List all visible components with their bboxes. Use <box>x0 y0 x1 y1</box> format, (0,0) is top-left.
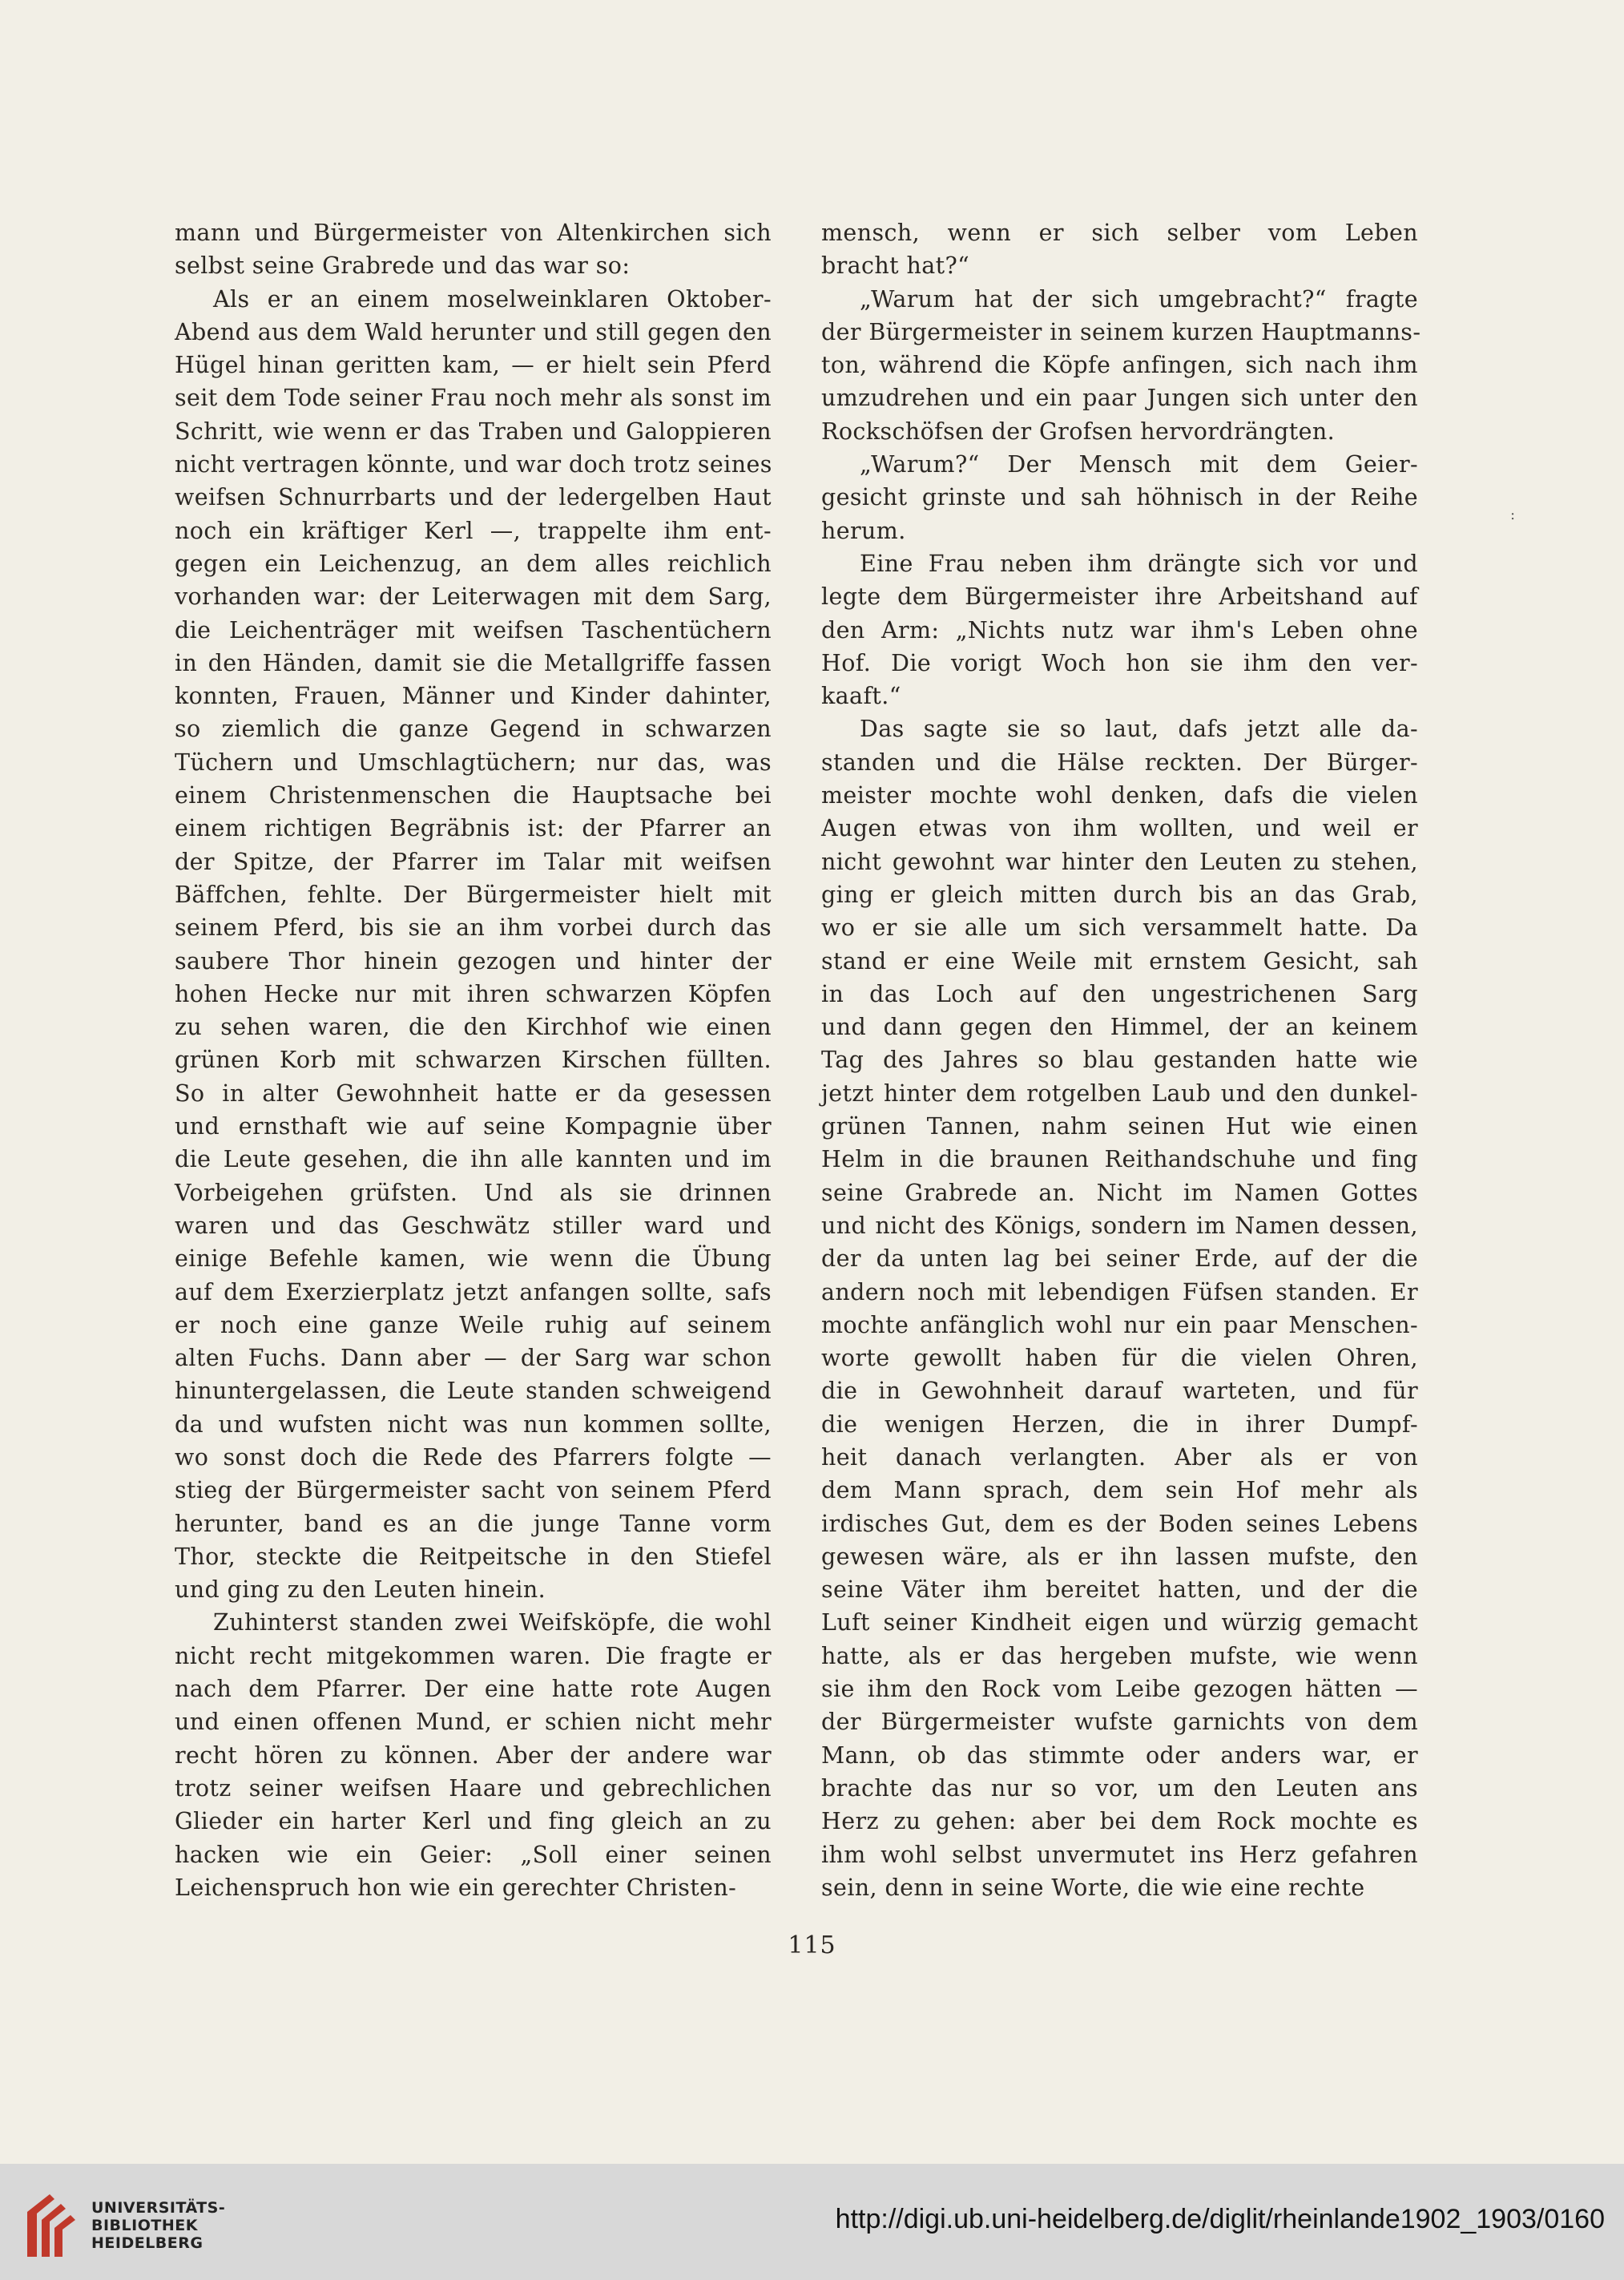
text-line: umzudrehen und ein paar Jungen sich unter den <box>821 385 1418 412</box>
text-line: hatte, als er das hergeben mufste, wie wenn <box>821 1642 1418 1669</box>
text-line: Tag des Jahres so blau gestanden hatte wie <box>821 1047 1418 1074</box>
text-line: weifsen Schnurrbarts und der ledergelben Haut <box>175 484 772 511</box>
text-line: konnten, Frauen, Männer und Kinder dahinter, <box>175 683 772 710</box>
text-line: die Leute gesehen, die ihn alle kannten und im <box>175 1146 772 1173</box>
text-line: Tüchern und Umschlagtüchern; nur das, was <box>175 749 772 776</box>
text-line: Herz zu gehen: aber bei dem Rock mochte es <box>821 1808 1418 1835</box>
text-line: mensch, wenn er sich selber vom Leben <box>821 220 1418 246</box>
text-line: und einen offenen Mund, er schien nicht mehr <box>175 1709 772 1736</box>
text-line: seinem Pferd, bis sie an ihm vorbei durch das <box>175 914 772 942</box>
text-line: noch ein kräftiger Kerl —, trappelte ihm ent- <box>175 517 772 544</box>
text-line: andern noch mit lebendigen Füfsen standen. Er <box>821 1278 1418 1305</box>
text-line: gegen ein Leichenzug, an dem alles reichlich <box>175 550 772 577</box>
text-line: Thor, steckte die Reitpeitsche in den Stiefel <box>175 1543 772 1570</box>
text-line: Zuhinterst standen zwei Weifsköpfe, die wohl <box>213 1609 772 1636</box>
text-line: sie ihm den Rock vom Leibe gezogen hätten — <box>821 1676 1418 1703</box>
text-line: seit dem Tode seiner Frau noch mehr als sonst im <box>175 385 772 412</box>
text-line: Hof. Die vorigt Woch hon sie ihm den ver- <box>821 649 1418 676</box>
text-line: saubere Thor hinein gezogen und hinter der <box>175 947 772 975</box>
text-line: Mann, ob das stimmte oder anders war, er <box>821 1741 1418 1769</box>
text-line: die wenigen Herzen, die in ihrer Dumpf- <box>821 1410 1418 1438</box>
text-line: gesicht grinste und sah höhnisch in der Reihe <box>821 484 1418 511</box>
text-line: worte gewollt haben für die vielen Ohren, <box>821 1345 1418 1372</box>
text-line: „Warum?“ Der Mensch mit dem Geier- <box>860 451 1418 478</box>
logo-line: UNIVERSITÄTS- <box>91 2199 226 2217</box>
text-line: der Bürgermeister in seinem kurzen Hauptmanns- <box>821 318 1421 345</box>
library-footer <box>0 2164 1624 2280</box>
text-line: der Spitze, der Pfarrer im Talar mit weifsen <box>175 848 772 875</box>
text-line: ihm wohl selbst unvermutet ins Herz gefahren <box>821 1841 1418 1868</box>
text-line: nicht gewohnt war hinter den Leuten zu stehen, <box>821 848 1418 875</box>
text-line: Eine Frau neben ihm drängte sich vor und <box>860 550 1418 577</box>
text-line: auf dem Exerzierplatz jetzt anfangen sollte, safs <box>175 1278 772 1305</box>
text-line: stieg der Bürgermeister sacht von seinem Pferd <box>175 1477 772 1504</box>
source-url[interactable]: http://digi.ub.uni-heidelberg.de/diglit/rheinlande1902_1903/0160 <box>835 2204 1605 2234</box>
text-line: brachte das nur so vor, um den Leuten ans <box>821 1774 1418 1802</box>
text-line: dem Mann sprach, dem sein Hof mehr als <box>821 1477 1418 1504</box>
text-line: Augen etwas von ihm wollten, und weil er <box>821 815 1418 842</box>
text-line: den Arm: „Nichts nutz war ihm's Leben ohne <box>821 616 1418 644</box>
text-line: Bäffchen, fehlte. Der Bürgermeister hielt mit <box>175 881 772 908</box>
text-line: hacken wie ein Geier: „Soll einer seinen <box>175 1841 772 1868</box>
text-line: legte dem Bürgermeister ihre Arbeitshand auf <box>821 583 1418 611</box>
text-line: zu sehen waren, die den Kirchhof wie einen <box>175 1014 772 1041</box>
text-line: grünen Korb mit schwarzen Kirschen füllten. <box>175 1047 772 1074</box>
text-line: sein, denn in seine Worte, die wie eine rechte <box>821 1874 1365 1901</box>
text-line: einem Christenmenschen die Hauptsache bei <box>175 782 772 809</box>
text-line: Vorbeigehen grüfsten. Und als sie drinnen <box>175 1179 772 1206</box>
text-line: herum. <box>821 517 906 544</box>
text-line: jetzt hinter dem rotgelben Laub und den dunkel- <box>821 1079 1418 1107</box>
text-line: vorhanden war: der Leiterwagen mit dem Sarg, <box>175 583 772 611</box>
text-line: Schritt, wie wenn er das Traben und Galoppieren <box>175 418 772 445</box>
text-line: hohen Hecke nur mit ihren schwarzen Köpfen <box>175 980 772 1007</box>
text-line: einem richtigen Begräbnis ist: der Pfarrer an <box>175 815 772 842</box>
text-line: Als er an einem moselweinklaren Oktober- <box>213 285 772 313</box>
text-line: gewesen wäre, als er ihn lassen mufste, den <box>821 1543 1418 1570</box>
logo-line: BIBLIOTHEK <box>91 2217 198 2234</box>
text-line: selbst seine Grabrede und das war so: <box>175 252 631 280</box>
text-line: nicht vertragen könnte, und war doch trotz seines <box>175 451 772 478</box>
text-line: standen und die Hälse reckten. Der Bürger- <box>821 749 1418 776</box>
text-line: wo er sie alle um sich versammelt hatte. Da <box>821 914 1418 942</box>
right-column <box>821 216 1421 1904</box>
text-line: Abend aus dem Wald herunter und still gegen den <box>175 318 772 345</box>
library-logo[interactable] <box>19 2188 226 2260</box>
text-line: die in Gewohnheit darauf warteten, und für <box>821 1378 1418 1405</box>
text-line: meister mochte wohl denken, dafs die vielen <box>821 782 1418 809</box>
text-line: Luft seiner Kindheit eigen und würzig gemacht <box>821 1609 1418 1636</box>
text-line: Leichenspruch hon wie ein gerechter Christen- <box>175 1874 737 1901</box>
text-line: Hügel hinan geritten kam, — er hielt sein Pferd <box>175 352 772 379</box>
text-line: ton, während die Köpfe anfingen, sich nach ihm <box>821 352 1418 379</box>
text-line: So in alter Gewohnheit hatte er da gesessen <box>175 1079 772 1107</box>
margin-mark: : <box>1510 506 1516 523</box>
text-line: irdisches Gut, dem es der Boden seines Lebens <box>821 1510 1418 1537</box>
text-line: hinuntergelassen, die Leute standen schweigend <box>175 1378 772 1405</box>
text-line: da und wufsten nicht was nun kommen sollte, <box>175 1410 772 1438</box>
page-number: 115 <box>788 1931 836 1959</box>
text-line: recht hören zu können. Aber der andere war <box>175 1741 772 1769</box>
logo-line: HEIDELBERG <box>91 2234 204 2252</box>
text-line: seine Grabrede an. Nicht im Namen Gottes <box>821 1179 1418 1206</box>
text-line: die Leichenträger mit weifsen Taschentüchern <box>175 616 772 644</box>
text-line: in das Loch auf den ungestrichenen Sarg <box>821 980 1418 1007</box>
text-line: der da unten lag bei seiner Erde, auf der die <box>821 1245 1418 1273</box>
library-name <box>91 2199 225 2252</box>
text-line: und nicht des Königs, sondern im Namen dessen, <box>821 1212 1418 1239</box>
text-line: Das sagte sie so laut, dafs jetzt alle da- <box>860 716 1418 743</box>
text-line: Glieder ein harter Kerl und fing gleich an zu <box>175 1808 772 1835</box>
text-line: bracht hat?“ <box>821 252 970 280</box>
text-line: der Bürgermeister wufste garnichts von dem <box>821 1709 1418 1736</box>
text-line: so ziemlich die ganze Gegend in schwarzen <box>175 716 772 743</box>
text-line: stand er eine Weile mit ernstem Gesicht, sah <box>821 947 1418 975</box>
text-line: nach dem Pfarrer. Der eine hatte rote Augen <box>175 1676 772 1703</box>
text-line: und ernsthaft wie auf seine Kompagnie über <box>175 1113 772 1140</box>
text-line: grünen Tannen, nahm seinen Hut wie einen <box>821 1113 1418 1140</box>
text-line: mann und Bürgermeister von Altenkirchen sich <box>175 220 772 246</box>
text-line: und dann gegen den Himmel, der an keinem <box>821 1014 1418 1041</box>
text-line: ging er gleich mitten durch bis an das Grab, <box>821 881 1418 908</box>
text-line: „Warum hat der sich umgebracht?“ fragte <box>860 285 1418 313</box>
text-line: trotz seiner weifsen Haare und gebrechlichen <box>175 1774 772 1802</box>
text-line: heit danach verlangten. Aber als er von <box>821 1443 1418 1471</box>
text-line: wo sonst doch die Rede des Pfarrers folgte — <box>175 1443 772 1471</box>
text-line: mochte anfänglich wohl nur ein paar Menschen- <box>821 1311 1418 1338</box>
library-emblem-icon <box>19 2188 83 2264</box>
text-line: einige Befehle kamen, wie wenn die Übung <box>175 1245 772 1273</box>
text-line: nicht recht mitgekommen waren. Die fragte er <box>175 1642 772 1669</box>
text-line: kaaft.“ <box>821 683 901 710</box>
left-column <box>175 216 772 1904</box>
text-line: seine Väter ihm bereitet hatten, und der die <box>821 1576 1418 1604</box>
text-line: herunter, band es an die junge Tanne vorm <box>175 1510 772 1537</box>
text-line: in den Händen, damit sie die Metallgriffe fassen <box>175 649 772 676</box>
text-line: Helm in die braunen Reithandschuhe und fing <box>821 1146 1418 1173</box>
text-line: alten Fuchs. Dann aber — der Sarg war schon <box>175 1345 772 1372</box>
text-line: und ging zu den Leuten hinein. <box>175 1576 546 1604</box>
text-line: waren und das Geschwätz stiller ward und <box>175 1212 772 1239</box>
text-line: Rockschöfsen der Grofsen hervordrängten. <box>821 418 1336 445</box>
text-line: er noch eine ganze Weile ruhig auf seinem <box>175 1311 772 1338</box>
